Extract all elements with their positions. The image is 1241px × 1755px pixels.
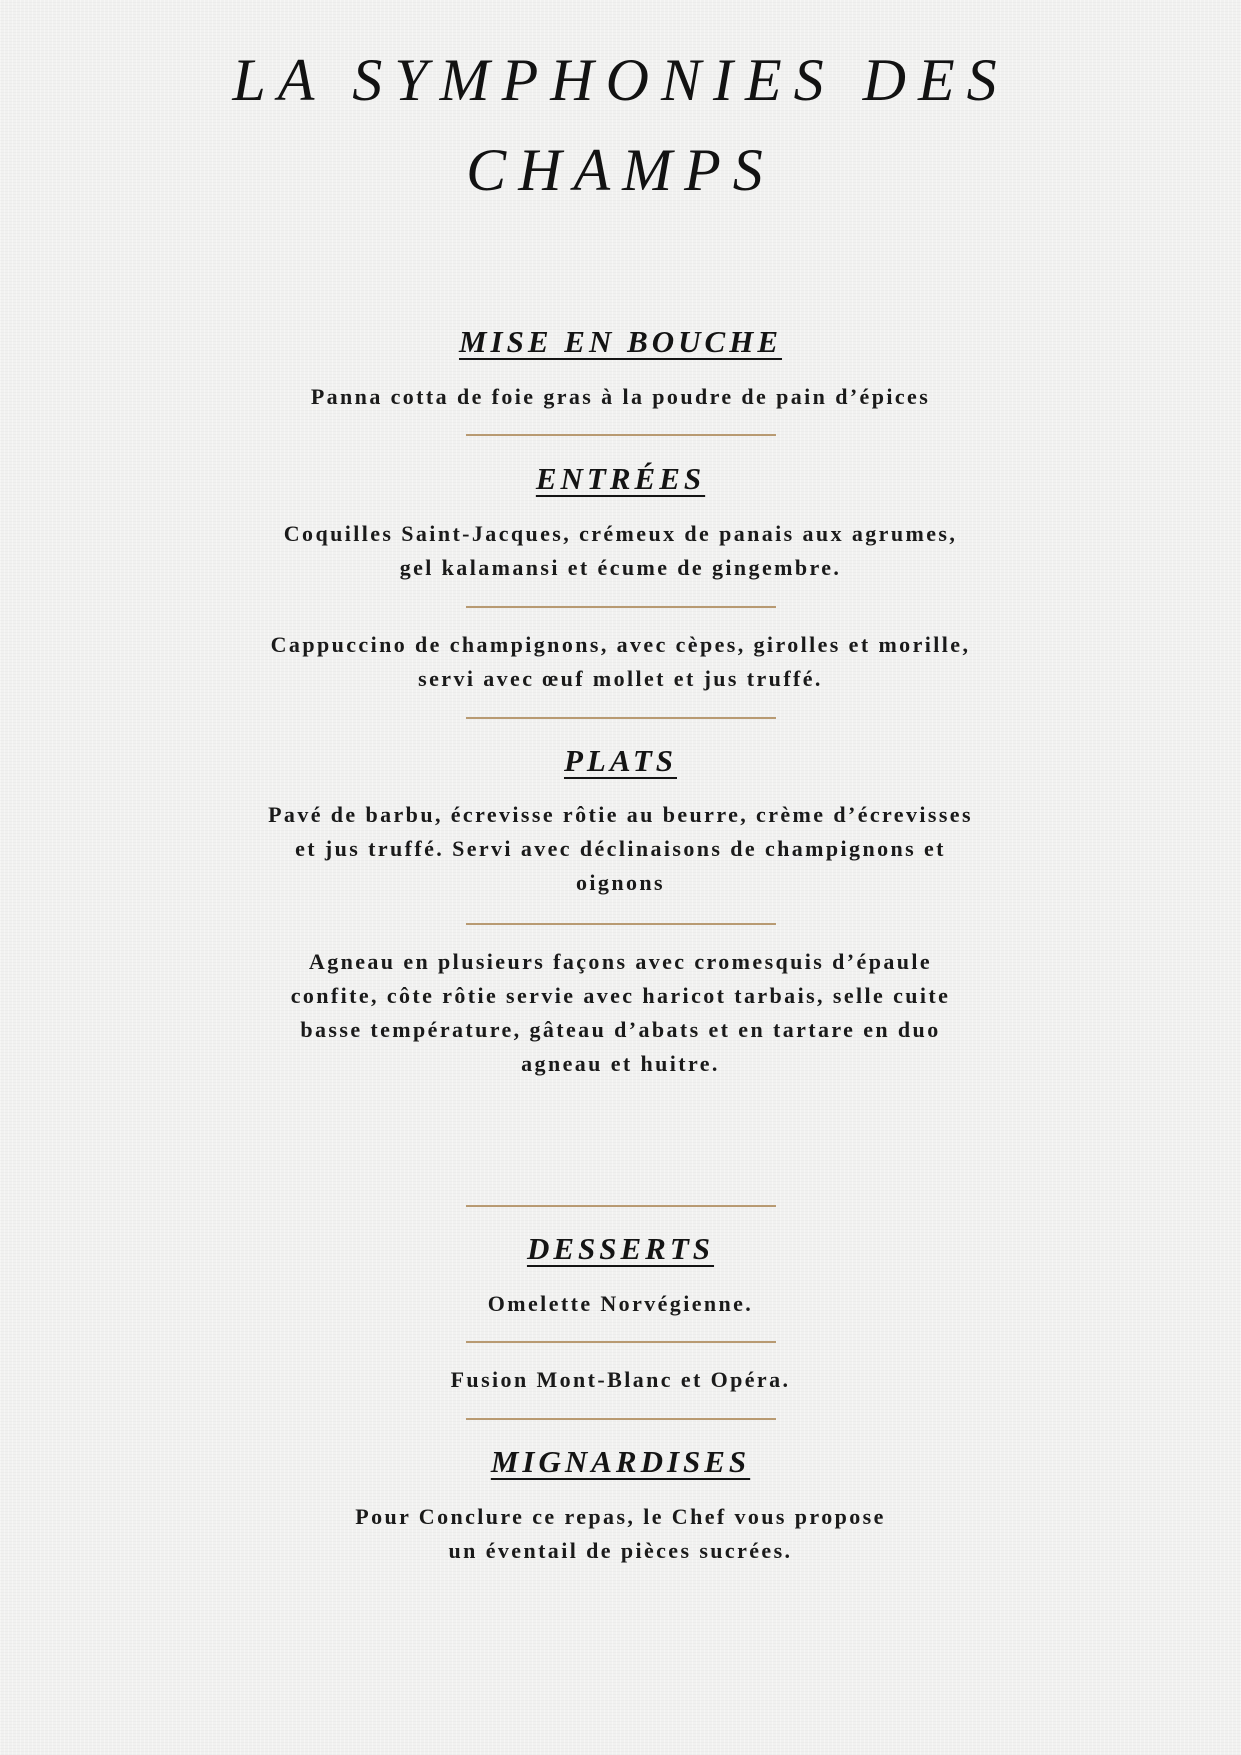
section-heading-mise-en-bouche: MISE EN BOUCHE	[458, 324, 783, 359]
menu-item-line: gel kalamansi et écume de gingembre.	[399, 555, 842, 580]
item-divider	[466, 606, 776, 608]
menu-item-panna-cotta	[200, 380, 1041, 414]
section-divider	[466, 717, 776, 719]
menu-item-line: Coquilles Saint-Jacques, crémeux de panais aux agrumes,	[283, 521, 958, 546]
menu-item-line: Omelette Norvégienne.	[487, 1291, 754, 1316]
section-heading-desserts: DESSERTS	[526, 1231, 715, 1266]
section-heading-entrees: ENTRÉES	[535, 461, 706, 496]
section-divider	[466, 1418, 776, 1420]
menu-item-omelette-norvegienne	[200, 1287, 1041, 1321]
menu-item-line: agneau et huitre.	[521, 1051, 720, 1076]
menu-item-line: un éventail de pièces sucrées.	[448, 1538, 793, 1563]
section-divider	[466, 434, 776, 436]
menu-item-cappuccino	[200, 628, 1041, 696]
menu-item-line: servi avec œuf mollet et jus truffé.	[418, 666, 823, 691]
section-divider	[466, 1205, 776, 1207]
menu-title-line-2: CHAMPS	[466, 137, 775, 203]
menu-item-fusion-mont-blanc-opera	[200, 1363, 1041, 1397]
menu-item-coquilles	[200, 517, 1041, 585]
menu-item-line: Pavé de barbu, écrevisse rôtie au beurre, crème d’écrevisses	[268, 802, 973, 827]
menu-item-mignardises	[200, 1500, 1041, 1568]
menu-item-line: et jus truffé. Servi avec déclinaisons de champignons et	[295, 836, 946, 861]
menu-item-line: confite, côte rôtie servie avec haricot tarbais, selle cuite	[290, 983, 951, 1008]
menu-item-line: Agneau en plusieurs façons avec cromesquis d’épaule	[308, 949, 933, 974]
menu-item-pave-de-barbu	[200, 798, 1041, 900]
menu-item-line: oignons	[576, 870, 665, 895]
item-divider	[466, 1341, 776, 1343]
menu-title-line-1: LA SYMPHONIES DES	[232, 47, 1009, 113]
menu-item-line: basse température, gâteau d’abats et en tartare en duo	[300, 1017, 941, 1042]
section-heading-plats: PLATS	[563, 743, 677, 778]
menu-item-agneau	[200, 945, 1041, 1081]
menu-item-line: Panna cotta de foie gras à la poudre de pain d’épices	[310, 384, 931, 409]
menu-item-line: Fusion Mont-Blanc et Opéra.	[450, 1367, 791, 1392]
menu-item-line: Cappuccino de champignons, avec cèpes, girolles et morille,	[270, 632, 971, 657]
item-divider	[466, 923, 776, 925]
section-heading-mignardises: MIGNARDISES	[490, 1444, 751, 1479]
menu-item-line: Pour Conclure ce repas, le Chef vous propose	[355, 1504, 886, 1529]
